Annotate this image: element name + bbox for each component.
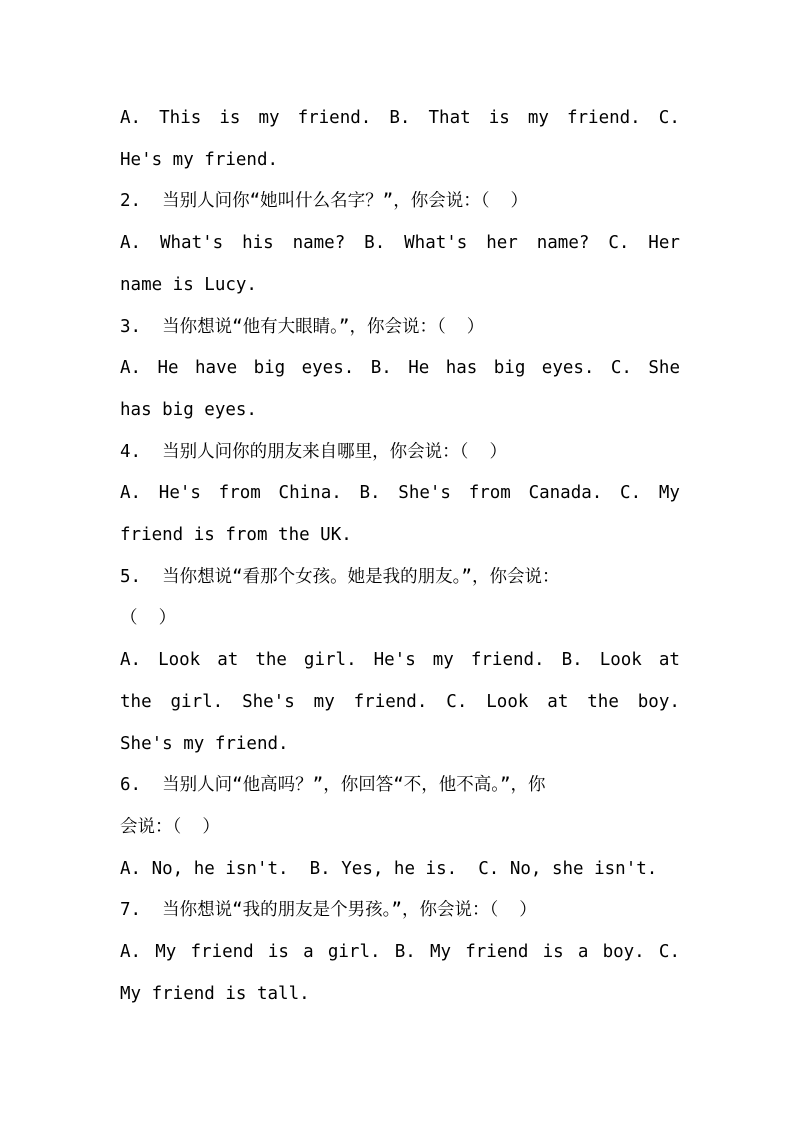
option-word: friend. — [297, 108, 372, 128]
option-word: My — [658, 483, 680, 504]
option-word: the — [587, 691, 619, 712]
text-line: friend is from the UK. — [120, 525, 352, 545]
option-word: My — [429, 942, 452, 962]
option-word: She — [648, 358, 680, 379]
option-word: her — [486, 233, 518, 254]
option-word: B. — [561, 650, 583, 671]
option-word: friend — [190, 942, 254, 962]
option-word: girl. — [327, 942, 381, 962]
option-word: A. — [120, 108, 142, 128]
option-word: a — [577, 942, 589, 962]
answer-options-line — [120, 353, 680, 383]
option-word: big — [493, 358, 526, 379]
option-word: Look — [486, 691, 529, 712]
option-word: at — [217, 650, 239, 671]
option-word: is — [542, 942, 564, 962]
text-line: （ ） — [120, 608, 177, 629]
option-word: B. — [364, 233, 386, 254]
option-word: girl. — [170, 691, 224, 712]
option-word: A. — [120, 650, 142, 671]
option-word: my — [432, 650, 454, 671]
option-word: is — [267, 942, 289, 962]
option-word: What's — [159, 233, 224, 254]
option-word: boy. — [637, 691, 680, 712]
option-word: at — [547, 691, 569, 712]
option-word: B. — [359, 483, 381, 504]
option-word: He's — [158, 483, 201, 504]
question-line: 3. 当你想说“他有大眼睛。”，你会说：（ ） — [120, 316, 485, 337]
text-line: has big eyes. — [120, 399, 257, 420]
answer-options-line — [120, 478, 680, 508]
option-word: have — [195, 358, 238, 379]
option-word: C. — [620, 483, 642, 504]
option-word: Look — [599, 650, 642, 671]
option-word: He — [157, 358, 179, 379]
option-word: friend. — [470, 650, 545, 671]
text-line: A. No, he isn't. B. Yes, he is. C. No, she isn't. — [120, 858, 658, 879]
option-word: friend. — [566, 108, 641, 128]
option-word: the — [255, 650, 287, 671]
option-word: from — [218, 483, 261, 504]
option-word: My — [155, 942, 177, 962]
answer-options-line — [120, 687, 680, 717]
option-word: has — [445, 358, 478, 379]
option-word: my — [258, 108, 280, 128]
option-word: friend — [465, 942, 529, 962]
option-word: is — [219, 108, 241, 128]
option-word: What's — [404, 233, 468, 254]
answer-options-line — [120, 103, 680, 133]
answer-options-line — [120, 228, 680, 258]
option-word: C. — [658, 108, 680, 128]
option-word: She's — [398, 483, 451, 504]
question-line: 7. 当你想说“我的朋友是个男孩。”，你会说：（ ） — [120, 900, 537, 921]
option-word: C. — [658, 942, 680, 962]
option-word: my — [527, 108, 549, 128]
option-word: She's — [242, 691, 295, 712]
option-word: This — [159, 108, 202, 128]
option-word: my — [313, 691, 335, 712]
option-word: China. — [278, 483, 342, 504]
text-line: 会说：（ ） — [120, 816, 220, 837]
question-line: 2. 当别人问你“她叫什么名字？”，你会说：（ ） — [120, 191, 529, 212]
option-word: B. — [394, 942, 416, 962]
question-line: 5. 当你想说“看那个女孩。她是我的朋友。”，你会说： — [120, 566, 560, 587]
option-word: Canada. — [528, 483, 603, 504]
question-line: 4. 当别人问你的朋友来自哪里，你会说：（ ） — [120, 441, 507, 462]
option-word: eyes. — [541, 358, 595, 379]
text-line: name is Lucy. — [120, 274, 257, 295]
option-word: a — [303, 942, 314, 962]
option-word: C. — [446, 691, 468, 712]
option-word: B. — [389, 108, 411, 128]
option-word: name? — [292, 233, 346, 254]
text-line: She's my friend. — [120, 733, 289, 754]
option-word: A. — [120, 233, 142, 254]
option-word: big — [253, 358, 286, 379]
option-word: girl. — [303, 650, 357, 671]
option-word: That — [428, 108, 471, 128]
option-word: eyes. — [301, 358, 355, 379]
option-word: C. — [608, 233, 630, 254]
text-line: He's my friend. — [120, 149, 279, 170]
answer-options-line — [120, 645, 680, 675]
option-word: Her — [648, 233, 680, 254]
option-word: boy. — [602, 942, 645, 962]
option-word: friend. — [353, 691, 428, 712]
option-word: from — [468, 483, 511, 504]
option-word: the — [120, 691, 152, 712]
option-word: is — [488, 108, 510, 128]
option-word: his — [242, 233, 274, 254]
option-word: name? — [536, 233, 590, 254]
option-word: C. — [610, 358, 632, 379]
answer-options-line — [120, 937, 680, 967]
question-line: 6. 当别人问“他高吗？”，你回答“不，他不高。”，你 — [120, 775, 546, 796]
option-word: A. — [120, 483, 142, 504]
option-word: He's — [373, 650, 416, 671]
option-word: Look — [158, 650, 201, 671]
option-word: He — [408, 358, 430, 379]
option-word: at — [658, 650, 680, 671]
option-word: A. — [120, 358, 142, 379]
option-word: A. — [120, 942, 142, 962]
option-word: B. — [370, 358, 392, 379]
text-line: My friend is tall. — [120, 983, 310, 1004]
